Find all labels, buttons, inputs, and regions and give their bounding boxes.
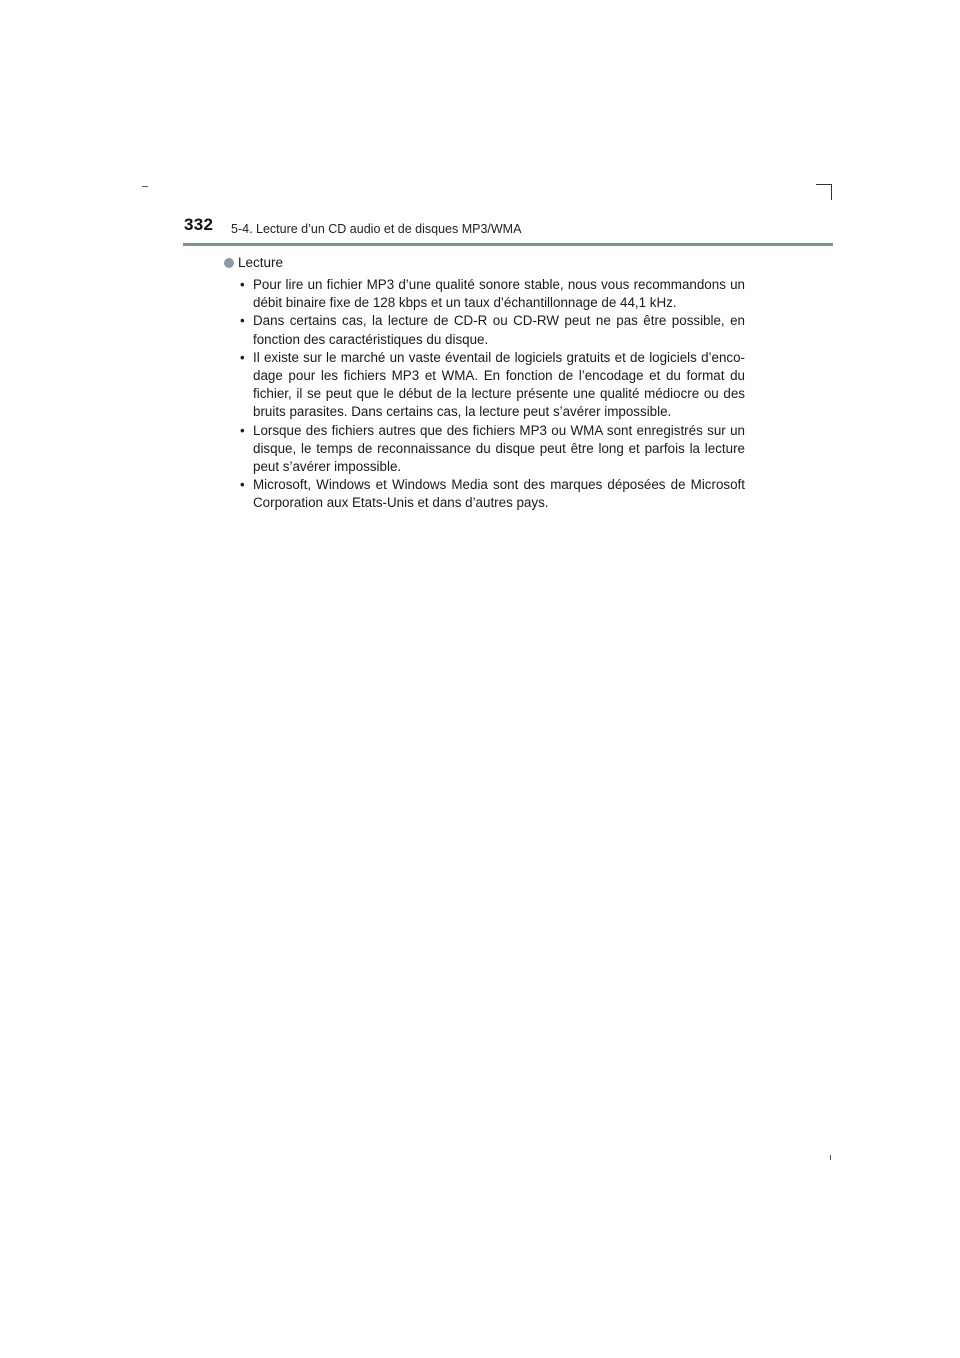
crop-mark-top-left <box>142 186 148 187</box>
section-heading-label: Lecture <box>238 255 284 270</box>
section-heading <box>224 255 283 270</box>
bullet-list <box>240 276 745 513</box>
page-number: 332 <box>184 215 214 234</box>
list-item: • Pour lire un fichier MP3 d’une qualité sonore stable, nous vous recommandons un débit binaire fixe de 128 kbps et un taux d’échantillonnage de 44,1 kHz. <box>240 276 745 312</box>
list-item: • Dans certains cas, la lecture de CD-R ou CD-RW peut ne pas être possible, en fonction des caractéristiques du disque. <box>240 312 745 348</box>
list-item: • Microsoft, Windows et Windows Media sont des marques déposées de Microsoft Corporation aux Etats-Unis et dans d’autres pays. <box>240 476 745 512</box>
bullet-circle-icon <box>224 258 234 268</box>
list-item: • Lorsque des fichiers autres que des fichiers MP3 ou WMA sont enregistrés sur un disque, le temps de reconnaissance du disque peut être long et parfois la lecture peut s’avérer impossible. <box>240 422 745 477</box>
list-item: • Il existe sur le marché un vaste éventail de logiciels gratuits et de logiciels d’enco-dage pour les fichiers MP3 et WMA. En fonction de l’encodage et du format du fichier, il se peut que le début de la lecture présente une qualité médiocre ou des bruits parasites. Dans certains cas, la lecture peut s’avérer impossible. <box>240 349 745 422</box>
crop-mark-top-right-horizontal <box>816 184 832 185</box>
section-title: 5-4. Lecture d’un CD audio et de disques MP3/WMA <box>231 222 522 236</box>
crop-mark-bottom-right <box>830 1155 831 1160</box>
header-divider <box>183 243 833 246</box>
crop-mark-top-right-vertical <box>831 184 832 200</box>
